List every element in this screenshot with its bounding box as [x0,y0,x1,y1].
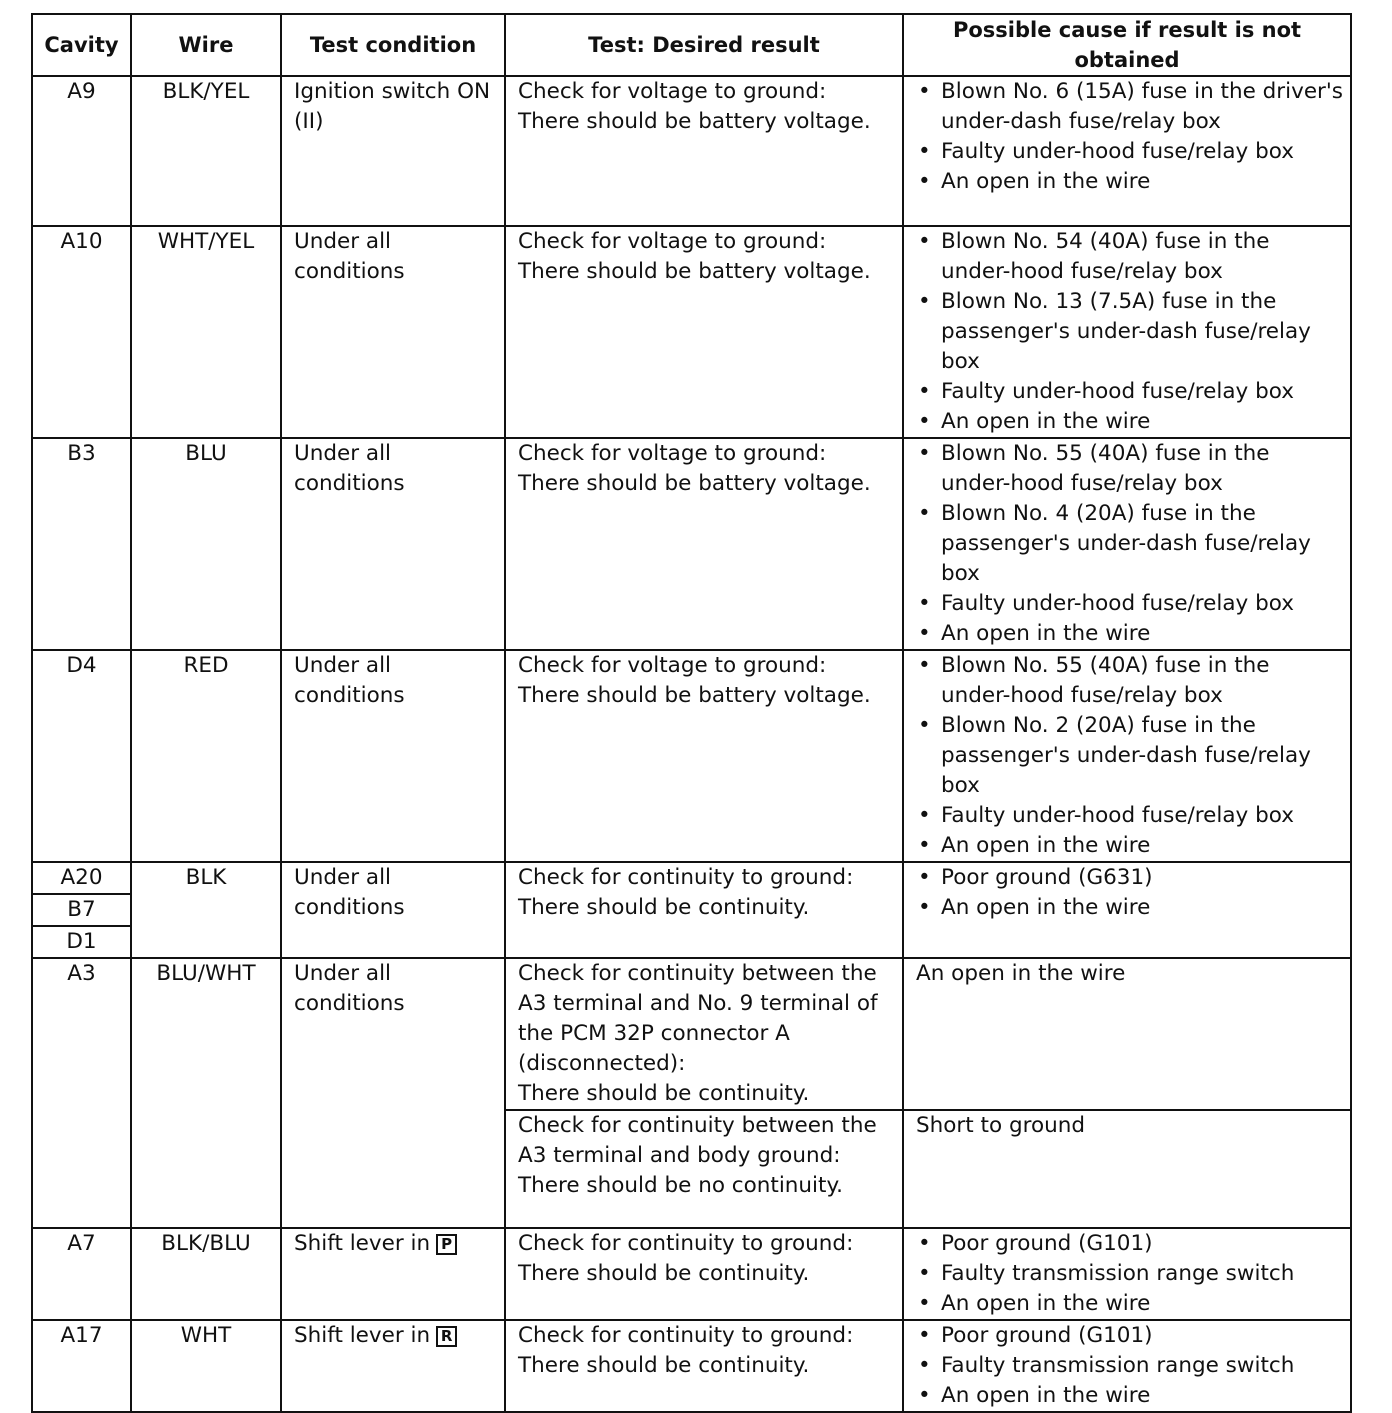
condition-cell: Under all conditions [281,226,505,438]
cause-item: • Blown No. 55 (40A) fuse in the under-hood fuse/relay box [916,439,1344,499]
condition-cell: Under all conditions [281,650,505,862]
cause-item: • Blown No. 4 (20A) fuse in the passenger's under-dash fuse/relay box [916,499,1344,589]
condition-cell: Under all conditions [281,438,505,650]
result-cell [505,438,903,650]
cause-list [916,77,1344,197]
result-expect: There should be no continuity. [518,1173,843,1198]
condition-cell: Under all conditions [281,862,505,958]
result-check: Check for voltage to ground: [518,229,827,254]
table-row [32,76,1351,226]
cause-item: • An open in the wire [916,619,1344,649]
result-check: Check for continuity to ground: [518,1231,854,1256]
cause-list [916,227,1344,437]
condition-cell: Under all conditions [281,958,505,1228]
result-cell [505,76,903,226]
result-cell [505,1228,903,1320]
table-row [32,958,1351,1110]
cause-cell [903,862,1351,958]
cause-item: • Blown No. 55 (40A) fuse in the under-hood fuse/relay box [916,651,1344,711]
result-cell [505,958,903,1110]
wire-cell: BLK/YEL [131,76,281,226]
result-check: Check for voltage to ground: [518,441,827,466]
gear-position-badge: R [436,1326,457,1347]
result-expect: There should be battery voltage. [518,259,871,284]
result-expect: There should be continuity. [518,1353,810,1378]
table-row [32,1320,1351,1412]
cause-cell: An open in the wire [903,958,1351,1110]
result-check: Check for continuity between the A3 terminal and No. 9 terminal of the PCM 32P connector A (disconnected): [518,961,878,1076]
cause-item: • Blown No. 2 (20A) fuse in the passenger's under-dash fuse/relay box [916,711,1344,801]
cause-item: • An open in the wire [916,1381,1344,1411]
result-check: Check for continuity to ground: [518,1323,854,1348]
cause-item: • Faulty under-hood fuse/relay box [916,137,1344,167]
table-row [32,862,1351,894]
result-check: Check for continuity to ground: [518,865,854,890]
cause-cell [903,76,1351,226]
cause-list [916,1321,1344,1411]
cavity-cell: A10 [32,226,131,438]
result-expect: There should be battery voltage. [518,109,871,134]
condition-text: Shift lever in [294,1231,431,1256]
cause-item: • Poor ground (G101) [916,1321,1344,1351]
cause-item: • An open in the wire [916,831,1344,861]
cause-list [916,1229,1344,1319]
cause-cell [903,438,1351,650]
table-row [32,226,1351,438]
result-expect: There should be battery voltage. [518,683,871,708]
cause-item: • An open in the wire [916,407,1344,437]
cause-item: • Faulty under-hood fuse/relay box [916,377,1344,407]
cause-cell [903,1228,1351,1320]
wire-cell: WHT [131,1320,281,1412]
cause-item: • Faulty under-hood fuse/relay box [916,589,1344,619]
header-desired-result: Test: Desired result [505,14,903,76]
cause-item: • Poor ground (G631) [916,863,1344,893]
header-wire: Wire [131,14,281,76]
cause-item: • An open in the wire [916,1289,1344,1319]
wire-cell: BLU [131,438,281,650]
result-expect: There should be continuity. [518,1261,810,1286]
result-check: Check for continuity between the A3 terminal and body ground: [518,1113,877,1168]
cause-item: • An open in the wire [916,167,1344,197]
table-row [32,438,1351,650]
condition-cell [281,1320,505,1412]
wire-cell: BLK/BLU [131,1228,281,1320]
header-test-condition: Test condition [281,14,505,76]
connector-test-table [31,13,1352,1413]
cause-cell [903,226,1351,438]
cavity-cell: A3 [32,958,131,1228]
result-expect: There should be continuity. [518,1081,810,1106]
cause-item: • Faulty transmission range switch [916,1259,1344,1289]
result-expect: There should be battery voltage. [518,471,871,496]
cause-item: • An open in the wire [916,893,1344,923]
table-row [32,650,1351,862]
cause-cell [903,1320,1351,1412]
wire-cell: WHT/YEL [131,226,281,438]
result-check: Check for voltage to ground: [518,79,827,104]
cause-cell [903,650,1351,862]
header-cavity: Cavity [32,14,131,76]
cavity-cell: B7 [32,894,131,926]
cavity-cell: A7 [32,1228,131,1320]
cavity-cell: D1 [32,926,131,958]
cause-item: • Faulty transmission range switch [916,1351,1344,1381]
cavity-cell: A9 [32,76,131,226]
result-cell [505,862,903,958]
result-cell [505,650,903,862]
condition-cell: Ignition switch ON (II) [281,76,505,226]
result-expect: There should be continuity. [518,895,810,920]
cause-list [916,439,1344,649]
cause-item: • Faulty under-hood fuse/relay box [916,801,1344,831]
cavity-cell: D4 [32,650,131,862]
result-cell [505,1110,903,1228]
cause-list [916,863,1344,923]
cause-item: • Blown No. 13 (7.5A) fuse in the passenger's under-dash fuse/relay box [916,287,1344,377]
condition-cell [281,1228,505,1320]
cause-item: • Poor ground (G101) [916,1229,1344,1259]
cavity-cell: A20 [32,862,131,894]
cause-item: • Blown No. 54 (40A) fuse in the under-hood fuse/relay box [916,227,1344,287]
header-possible-cause: Possible cause if result is not obtained [903,14,1351,76]
cavity-cell: A17 [32,1320,131,1412]
result-cell [505,1320,903,1412]
wire-cell: BLK [131,862,281,958]
table-row [32,1228,1351,1320]
condition-text: Shift lever in [294,1323,431,1348]
wire-cell: RED [131,650,281,862]
wire-cell: BLU/WHT [131,958,281,1228]
header-row [32,14,1351,76]
cause-item: • Blown No. 6 (15A) fuse in the driver's under-dash fuse/relay box [916,77,1344,137]
cavity-cell: B3 [32,438,131,650]
result-check: Check for voltage to ground: [518,653,827,678]
result-cell [505,226,903,438]
gear-position-badge: P [436,1234,457,1255]
cause-cell: Short to ground [903,1110,1351,1228]
cause-list [916,651,1344,861]
